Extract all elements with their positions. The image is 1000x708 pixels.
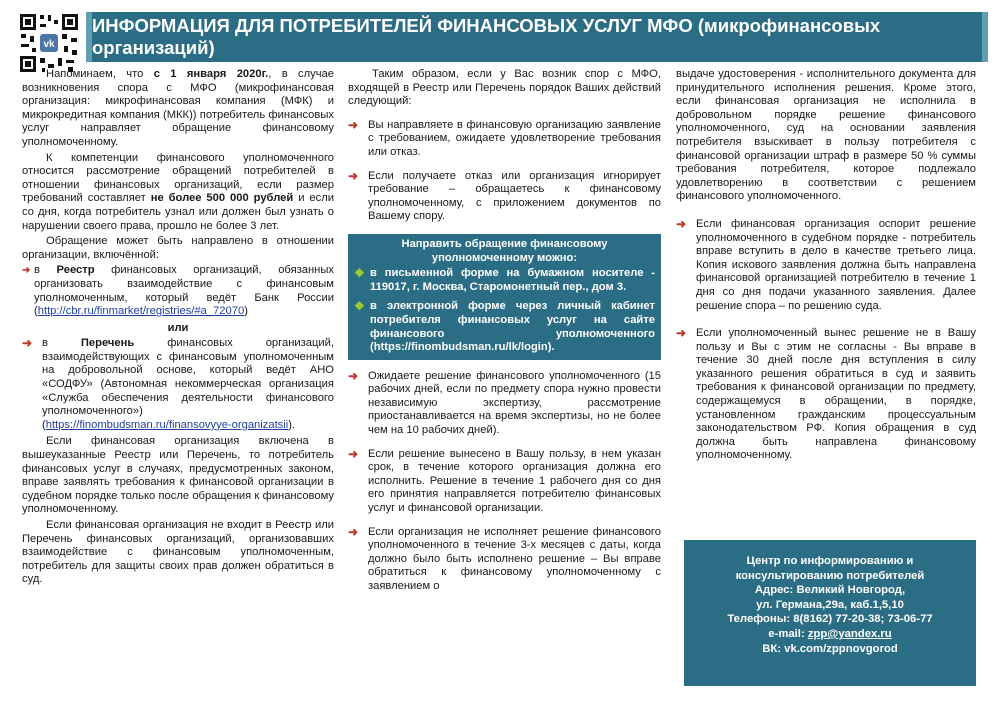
contact-vk: ВК: vk.com/zppnovgorod bbox=[762, 642, 898, 655]
text: Вы направляете в финансовую организацию заявление с требованием, ожидаете удовлетворение требования или отказ. bbox=[368, 118, 661, 158]
text: финансовых организаций, обязанных организовать взаимодействие с финансовым уполномоченным, который ведёт Банк России ( bbox=[34, 264, 334, 318]
qr-code-icon bbox=[18, 12, 80, 74]
column-3 bbox=[676, 68, 976, 473]
text: и если со дня, когда потребитель узнал или должен был узнать о нарушении своего права, прошло не более 3 лет. bbox=[22, 192, 334, 232]
arrow-bullet-icon: ➜ bbox=[22, 265, 31, 277]
list-item bbox=[348, 170, 661, 224]
text: в bbox=[42, 337, 81, 350]
arrow-bullet-icon: ➜ bbox=[348, 524, 359, 539]
text: Если финансовая организация оспорит решение уполномоченного в судебном порядке - потребитель вправе вступить в дело в качестве третьего лица. Копия искового заявления должна быть направлена финансовой организацией потребителю в течение 1 дня со дня подачи указанного заявления. Далее решение спора – по решению суда. bbox=[696, 217, 976, 312]
svg-text:vk: vk bbox=[43, 39, 55, 50]
page-title-text: ИНФОРМАЦИЯ ДЛЯ ПОТРЕБИТЕЛЕЙ ФИНАНСОВЫХ УСЛУГ МФО (микрофинансовых организаций) bbox=[92, 15, 881, 58]
box-item-electronic bbox=[354, 300, 655, 354]
text: финансовых организаций, взаимодействующих с финансовым уполномоченным на добровольной основе, который ведёт АНО «СОДФУ» (Автономная некоммерческая организация «Служба обеспечения деятельности финансового уполномоченного») ( bbox=[42, 337, 334, 431]
email-link[interactable]: zpp@yandex.ru bbox=[807, 627, 892, 640]
submission-methods-box bbox=[348, 234, 661, 360]
contact-line: Центр по информированию и bbox=[746, 555, 914, 567]
finombudsman-link[interactable]: https://finombudsman.ru/finansovyye-organizatsii bbox=[45, 418, 289, 431]
diamond-bullet-icon: ❖ bbox=[354, 299, 365, 314]
contact-address: Адрес: Великий Новгород, bbox=[754, 584, 906, 597]
contact-street: ул. Германа,29а, каб.1,5,10 bbox=[756, 598, 904, 611]
arrow-bullet-icon: ➜ bbox=[348, 368, 359, 383]
list-label: Перечень bbox=[80, 337, 135, 350]
column-1 bbox=[22, 68, 334, 589]
amount-highlight: не более 500 000 рублей bbox=[150, 192, 294, 205]
contact-phones: Телефоны: 8(8162) 77-20-38; 73-06-77 bbox=[727, 613, 933, 626]
registry-label: Реестр bbox=[56, 264, 95, 277]
text: , в случае возникновения спора с МФО (микрофинансовая организация: микрофинансовая компания (МФК) и микрокредитная компания (МКК)) потребитель финансовых услуг направляет обращение финансовому уполномоченному. bbox=[22, 68, 334, 148]
text: в электронной форме через личный кабинет потребителя финансовых услуг на сайте финансового уполномоченного (https://finombudsman.ru/lk/login). bbox=[370, 300, 655, 354]
intro-paragraph bbox=[22, 68, 334, 150]
not-included-paragraph: Если финансовая организация не входит в Реестр или Перечень финансовых организаций, организовавших взаимодействие с финансовым уполномоченным, потребитель для защиты своих прав должен обратиться в суд. bbox=[22, 519, 334, 586]
arrow-bullet-icon: ➜ bbox=[676, 326, 687, 341]
text: e-mail: bbox=[768, 627, 808, 640]
text: Если получаете отказ или организация игнорирует требование – обращаетесь к финансовому уполномоченному, с приложением документов по Вашему спору. bbox=[368, 169, 661, 223]
text: Напоминаем, что bbox=[46, 68, 154, 80]
text: Ожидаете решение финансового уполномоченного (15 рабочих дней, если по предмету спора нужно провести независимую экспертизу, рассмотрение приостанавливается на время экспертизы, но не более чем на 10 рабочих дней). bbox=[368, 369, 661, 437]
procedure-intro: Таким образом, если у Вас возник спор с МФО, входящей в Реестр или Перечень порядок Ваших действий следующий: bbox=[348, 68, 661, 108]
arrow-bullet-icon: ➜ bbox=[348, 117, 359, 132]
list-item bbox=[348, 119, 661, 160]
box-item-paper bbox=[354, 267, 655, 294]
list-item-list bbox=[22, 337, 334, 432]
text: ). bbox=[288, 418, 296, 431]
text: ) bbox=[244, 305, 248, 318]
arrow-bullet-icon: ➜ bbox=[676, 216, 687, 231]
list-item-registry bbox=[22, 264, 334, 318]
included-paragraph: Если финансовая организация включена в вышеуказанные Реестр или Перечень, то потребитель финансовых услуг в случаях, предусмотренных законом, вправе заявлять требования к финансовой организации в судебном порядке только после обращения к финансовому уполномоченному. bbox=[22, 435, 334, 516]
text: К компетенции финансового уполномоченного относится рассмотрение обращений потребителей в отношении финансовых организаций, если размер требований составляет bbox=[22, 151, 334, 205]
text: Если организация не исполняет решение финансового уполномоченного в течение 3-х месяцев с даты, когда должно было быть исполнено решение – Вы вправе обратиться к финансовому уполномоченному с заявлением о bbox=[368, 525, 661, 592]
list-item bbox=[676, 327, 976, 463]
list-item bbox=[348, 526, 661, 594]
contact-line: консультированию потребителей bbox=[735, 569, 925, 582]
text: в bbox=[34, 264, 57, 277]
list-item bbox=[348, 370, 661, 438]
text: Если уполномоченный вынес решение не в Вашу пользу и Вы с этим не согласны - Вы вправе в течение 30 дней после дня вступления в силу указанного решения обратиться в суд и заявить требования к финансовой организации по предмету, содержащемуся в обращении, в порядке, установленном гражданским процессуальным законодательством РФ. Копия обращения в суд должна быть направлена финансовому уполномоченному. bbox=[696, 327, 976, 462]
text: в письменной форме на бумажном носителе - 119017, г. Москва, Старомонетный пер., дом 3. bbox=[370, 267, 655, 293]
diamond-bullet-icon: ❖ bbox=[354, 266, 365, 281]
arrow-bullet-icon: ➜ bbox=[348, 168, 359, 183]
or-separator: или bbox=[167, 321, 189, 334]
appeal-paragraph: Обращение может быть направлено в отношении организации, включённой: bbox=[22, 235, 334, 261]
page-title bbox=[86, 12, 988, 62]
date-highlight: с 1 января 2020г. bbox=[153, 68, 269, 80]
arrow-bullet-icon: ➜ bbox=[22, 336, 33, 351]
list-item bbox=[348, 448, 661, 516]
box-title: Направить обращение финансовому уполномоченному можно: bbox=[401, 237, 608, 264]
contact-email bbox=[690, 627, 970, 642]
column-2 bbox=[348, 68, 661, 604]
continuation-paragraph: выдаче удостоверения - исполнительного документа для принудительного исполнения решения. Кроме этого, если финансовая организация не исполнила в добровольном порядке решение финансового уполномоченного, суд на основании заявления потребителя взыскивает в пользу потребителя с финансовой организации штраф в размере 50 % суммы требования потребителя, которое подлежало удовлетворению в соответствии с решением финансового уполномоченного. bbox=[676, 68, 976, 203]
arrow-bullet-icon: ➜ bbox=[348, 446, 359, 461]
competence-paragraph bbox=[22, 152, 334, 234]
contact-box bbox=[684, 540, 976, 686]
text: Если решение вынесено в Вашу пользу, в нем указан срок, в течение которого организация должна его исполнить. Решение в течение 1 рабочего дня со дня его принятия направляется потребителю финансовых услуг и финансовой организации. bbox=[368, 447, 661, 515]
cbr-link[interactable]: http://cbr.ru/finmarket/registries/#a_72070 bbox=[37, 305, 245, 318]
list-item bbox=[676, 218, 976, 313]
